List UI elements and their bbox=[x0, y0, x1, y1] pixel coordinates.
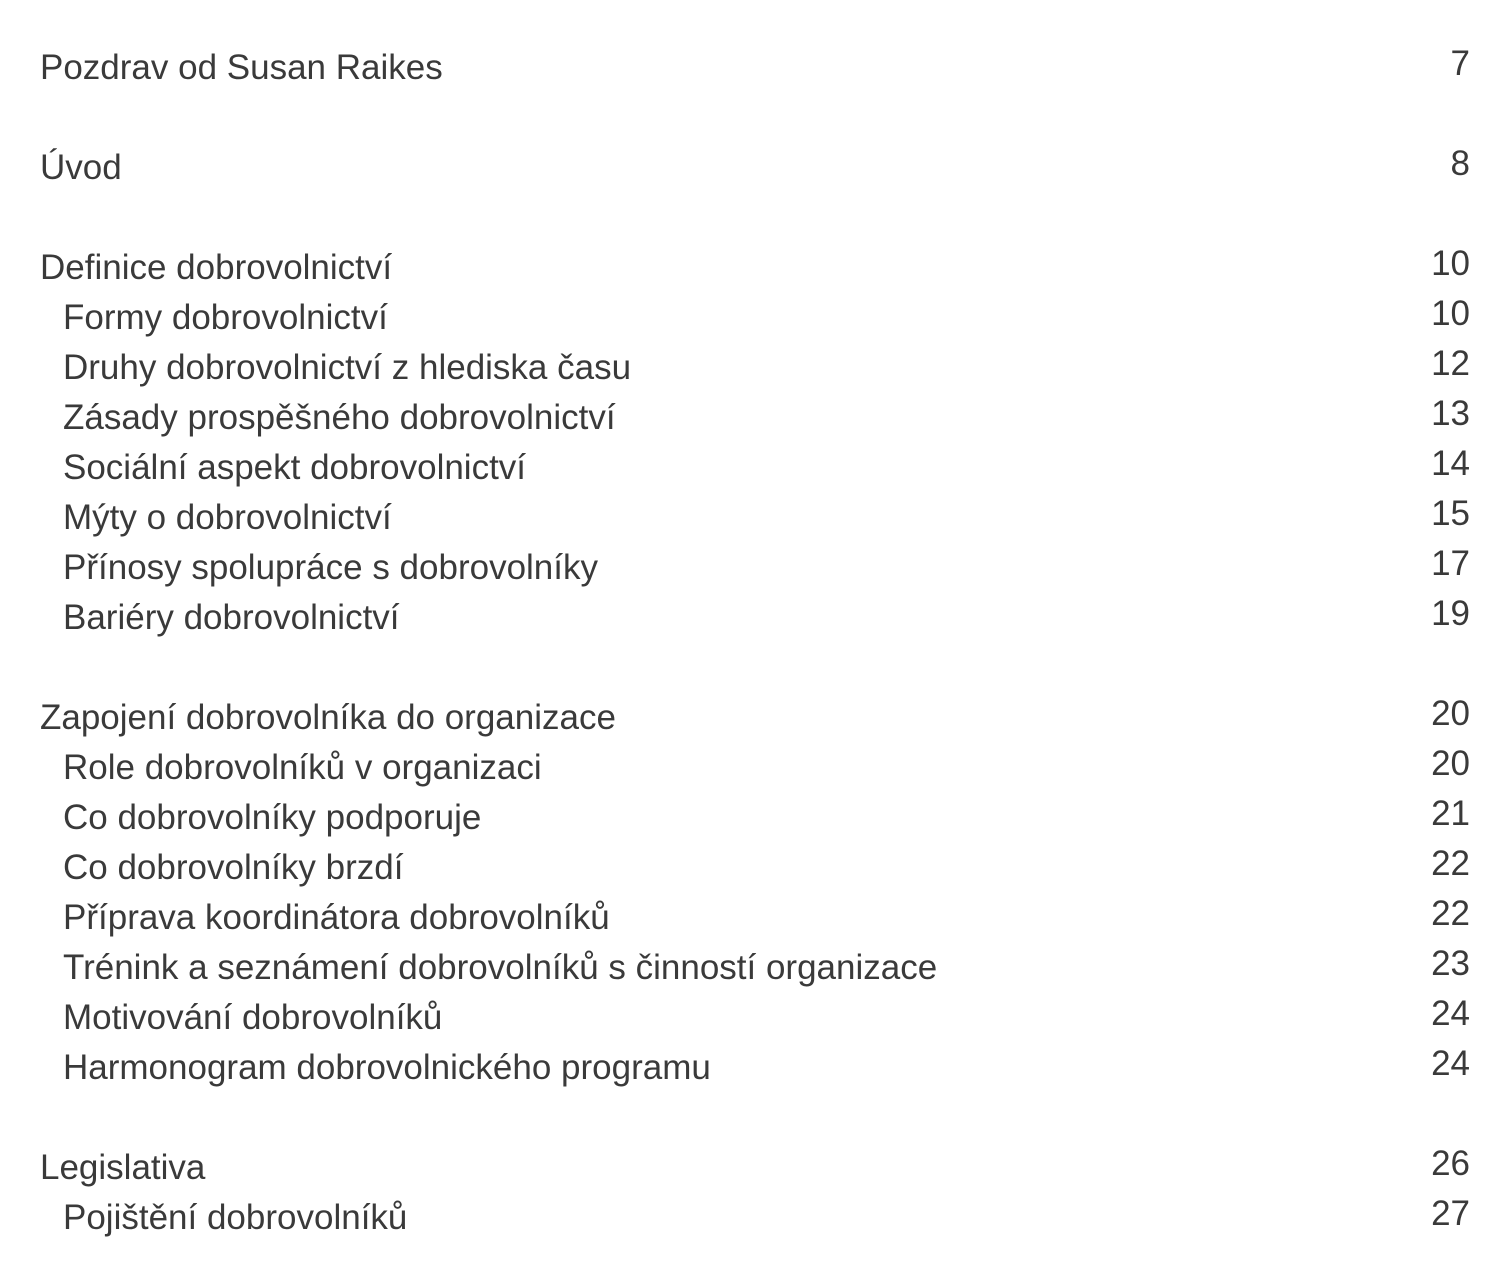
toc-entry-title: Pozdrav od Susan Raikes bbox=[40, 48, 443, 87]
toc-entry-title: Co dobrovolníky podporuje bbox=[63, 798, 482, 837]
toc-entry-page: 10 bbox=[1431, 294, 1470, 333]
toc-entry-page: 24 bbox=[1431, 1044, 1470, 1083]
toc-subentry bbox=[0, 393, 1508, 443]
toc-entry-page: 27 bbox=[1431, 1194, 1470, 1233]
toc-entry-title: Sociální aspekt dobrovolnictví bbox=[63, 448, 527, 487]
toc-subentry bbox=[0, 1043, 1508, 1093]
toc-entry-title: Zásady prospěšného dobrovolnictví bbox=[63, 398, 616, 437]
toc-entry-page: 15 bbox=[1431, 494, 1470, 533]
toc-entry-title: Mýty o dobrovolnictví bbox=[63, 498, 392, 537]
toc-entry bbox=[0, 43, 1508, 93]
toc-subentry bbox=[0, 293, 1508, 343]
toc-entry-title: Pojištění dobrovolníků bbox=[63, 1198, 408, 1237]
toc-entry bbox=[0, 1143, 1508, 1193]
toc-entry-title: Úvod bbox=[40, 148, 122, 187]
toc-entry-title: Harmonogram dobrovolnického programu bbox=[63, 1048, 711, 1087]
toc-subentry bbox=[0, 993, 1508, 1043]
toc-subentry bbox=[0, 743, 1508, 793]
toc-entry-page: 20 bbox=[1431, 694, 1470, 733]
toc-entry-page: 7 bbox=[1450, 44, 1470, 83]
toc-entry-page: 12 bbox=[1431, 344, 1470, 383]
toc-entry-page: 13 bbox=[1431, 394, 1470, 433]
toc-entry-title: Motivování dobrovolníků bbox=[63, 998, 443, 1037]
toc-entry-title: Příprava koordinátora dobrovolníků bbox=[63, 898, 610, 937]
toc-entry-page: 23 bbox=[1431, 944, 1470, 983]
toc-entry bbox=[0, 693, 1508, 743]
toc-entry-title: Druhy dobrovolnictví z hlediska času bbox=[63, 348, 632, 387]
toc-subentry bbox=[0, 343, 1508, 393]
toc-entry-page: 17 bbox=[1431, 544, 1470, 583]
toc-subentry bbox=[0, 443, 1508, 493]
toc-subentry bbox=[0, 593, 1508, 643]
toc-entry-title: Trénink a seznámení dobrovolníků s činností organizace bbox=[63, 948, 938, 987]
toc-entry-title: Zapojení dobrovolníka do organizace bbox=[40, 698, 616, 737]
toc-entry-title: Co dobrovolníky brzdí bbox=[63, 848, 404, 887]
toc-subentry bbox=[0, 493, 1508, 543]
toc-entry-page: 20 bbox=[1431, 744, 1470, 783]
toc-subentry bbox=[0, 893, 1508, 943]
toc-entry-title: Bariéry dobrovolnictví bbox=[63, 598, 400, 637]
toc-entry-page: 22 bbox=[1431, 844, 1470, 883]
toc-subentry bbox=[0, 943, 1508, 993]
toc-entry-page: 21 bbox=[1431, 794, 1470, 833]
toc-subentry bbox=[0, 1193, 1508, 1243]
toc-subentry bbox=[0, 543, 1508, 593]
toc-entry-title: Formy dobrovolnictví bbox=[63, 298, 388, 337]
toc-subentry bbox=[0, 793, 1508, 843]
toc-entry bbox=[0, 143, 1508, 193]
toc-entry-page: 10 bbox=[1431, 244, 1470, 283]
toc-entry bbox=[0, 243, 1508, 293]
toc-entry-page: 8 bbox=[1450, 144, 1470, 183]
toc-entry-page: 19 bbox=[1431, 594, 1470, 633]
toc-entry-page: 22 bbox=[1431, 894, 1470, 933]
toc-entry-page: 14 bbox=[1431, 444, 1470, 483]
toc-entry-title: Role dobrovolníků v organizaci bbox=[63, 748, 542, 787]
toc-entry-title: Legislativa bbox=[40, 1148, 206, 1187]
toc-entry-title: Definice dobrovolnictví bbox=[40, 248, 393, 287]
toc-subentry bbox=[0, 843, 1508, 893]
toc-entry-title: Přínosy spolupráce s dobrovolníky bbox=[63, 548, 598, 587]
toc-entry-page: 26 bbox=[1431, 1144, 1470, 1183]
toc-entry-page: 24 bbox=[1431, 994, 1470, 1033]
